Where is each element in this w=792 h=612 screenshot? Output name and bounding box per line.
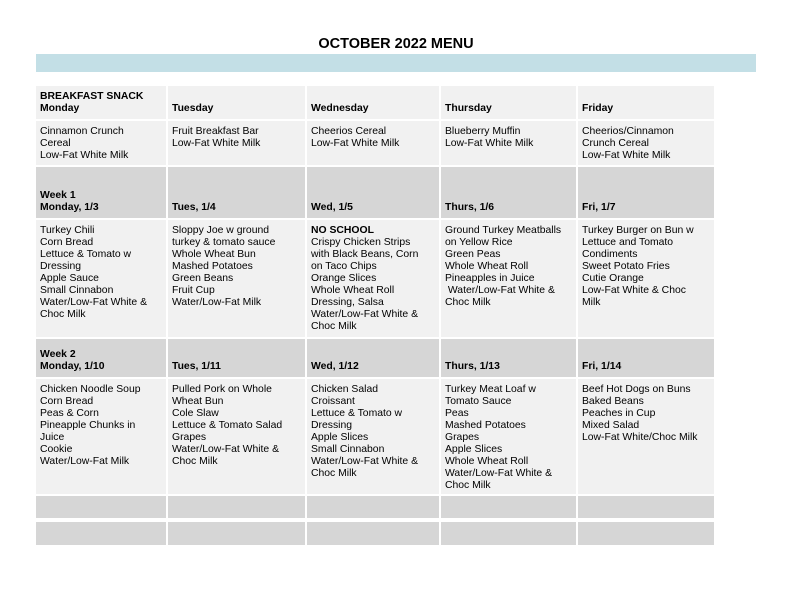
menu-line: Small Cinnabon: [311, 444, 385, 455]
week1-header-friday: [578, 167, 714, 218]
menu-line: Juice: [40, 432, 65, 443]
menu-line: Wed, 1/5: [311, 202, 353, 213]
empty-row-1-monday: [36, 496, 166, 518]
menu-line: Fruit Breakfast Bar: [172, 126, 259, 137]
menu-line: Turkey Chili: [40, 225, 95, 236]
page-title: OCTOBER 2022 MENU: [318, 36, 474, 52]
menu-line: Wednesday: [311, 103, 369, 114]
week2-header-thursday: [441, 339, 576, 377]
menu-line: Apple Slices: [445, 444, 503, 455]
menu-line: Pineapples in Juice: [445, 273, 535, 284]
menu-line: Milk: [582, 297, 601, 308]
menu-line: Water/Low-Fat White &: [311, 309, 419, 320]
menu-line: NO SCHOOL: [311, 225, 374, 236]
menu-line: Whole Wheat Bun: [172, 249, 256, 260]
menu-line: Cutie Orange: [582, 273, 644, 284]
week1-cell-wednesday: [307, 220, 439, 337]
breakfast-cell-friday: [578, 121, 714, 165]
breakfast-header-friday: [578, 86, 714, 119]
menu-line: Lettuce and Tomato: [582, 237, 674, 248]
menu-line: Choc Milk: [311, 321, 357, 332]
menu-line: Chicken Noodle Soup: [40, 384, 141, 395]
week1-cell-tuesday: [168, 220, 305, 337]
menu-line: Thurs, 1/6: [445, 202, 495, 213]
empty-row-2-thursday: [441, 522, 576, 545]
empty-row-2-tuesday: [168, 522, 305, 545]
week2-cell-friday: [578, 379, 714, 494]
menu-line: Apple Sauce: [40, 273, 99, 284]
breakfast-cell-thursday: [441, 121, 576, 165]
breakfast-header-thursday: [441, 86, 576, 119]
week1-header-thursday: [441, 167, 576, 218]
menu-line: Corn Bread: [40, 396, 94, 407]
menu-line: Fruit Cup: [172, 285, 215, 296]
menu-line: Cereal: [40, 138, 71, 149]
week2-header-monday: [36, 339, 166, 377]
empty-row-2-monday: [36, 522, 166, 545]
menu-line: Croissant: [311, 396, 355, 407]
menu-line: Cole Slaw: [172, 408, 219, 419]
menu-line: Water/Low-Fat Milk: [40, 456, 130, 467]
menu-line: Small Cinnabon: [40, 285, 114, 296]
menu-line: Peaches in Cup: [582, 408, 656, 419]
menu-line: Green Peas: [445, 249, 501, 260]
menu-line: Low-Fat White & Choc: [582, 285, 686, 296]
week2-cell-tuesday: [168, 379, 305, 494]
week2-header-wednesday: [307, 339, 439, 377]
empty-row-2-wednesday: [307, 522, 439, 545]
week1-cell-thursday: [441, 220, 576, 337]
menu-line: Choc Milk: [40, 309, 86, 320]
menu-line: Corn Bread: [40, 237, 94, 248]
menu-line: Whole Wheat Roll: [445, 261, 529, 272]
menu-line: Chicken Salad: [311, 384, 379, 395]
week2-cell-thursday: [441, 379, 576, 494]
menu-line: Crunch Cereal: [582, 138, 649, 149]
menu-line: Wed, 1/12: [311, 361, 359, 372]
empty-row-2-friday: [578, 522, 714, 545]
menu-line: Week 1: [40, 190, 76, 201]
menu-line: Choc Milk: [445, 297, 491, 308]
menu-line: Low-Fat White Milk: [311, 138, 400, 149]
menu-line: Grapes: [445, 432, 480, 443]
menu-line: Wheat Bun: [172, 396, 224, 407]
menu-line: Beef Hot Dogs on Buns: [582, 384, 691, 395]
week1-header-tuesday: [168, 167, 305, 218]
menu-line: with Black Beans, Corn: [311, 249, 419, 260]
week2-cell-monday: [36, 379, 166, 494]
menu-line: Lettuce & Tomato w: [311, 408, 403, 419]
menu-line: Fri, 1/7: [582, 202, 616, 213]
menu-line: Lettuce & Tomato w: [40, 249, 132, 260]
menu-line: Water/Low-Fat White &: [40, 297, 148, 308]
menu-line: on Yellow Rice: [445, 237, 513, 248]
menu-line: Cookie: [40, 444, 73, 455]
menu-line: Ground Turkey Meatballs: [445, 225, 562, 236]
menu-line: Cheerios Cereal: [311, 126, 387, 137]
menu-line: Water/Low-Fat White &: [311, 456, 419, 467]
menu-line: Friday: [582, 103, 614, 114]
menu-line: Thursday: [445, 103, 492, 114]
breakfast-header-tuesday: [168, 86, 305, 119]
menu-line: Low-Fat White Milk: [172, 138, 261, 149]
menu-line: Dressing: [40, 261, 81, 272]
menu-line: Dressing: [311, 420, 352, 431]
menu-line: Green Beans: [172, 273, 234, 284]
menu-line: Mashed Potatoes: [445, 420, 526, 431]
menu-line: Water/Low-Fat White &: [445, 285, 555, 296]
week2-header-friday: [578, 339, 714, 377]
menu-line: Water/Low-Fat White &: [172, 444, 280, 455]
menu-line: Baked Beans: [582, 396, 644, 407]
week1-cell-friday: [578, 220, 714, 337]
empty-row-1-tuesday: [168, 496, 305, 518]
menu-line: Condiments: [582, 249, 638, 260]
menu-line: Turkey Meat Loaf w: [445, 384, 536, 395]
menu-line: Monday, 1/10: [40, 361, 105, 372]
menu-line: Monday: [40, 103, 80, 114]
menu-line: Thurs, 1/13: [445, 361, 500, 372]
menu-line: Lettuce & Tomato Salad: [172, 420, 283, 431]
breakfast-header-wednesday: [307, 86, 439, 119]
menu-line: Mashed Potatoes: [172, 261, 253, 272]
menu-line: Fri, 1/14: [582, 361, 622, 372]
breakfast-header-monday: [36, 86, 166, 119]
menu-line: Tues, 1/4: [172, 202, 216, 213]
breakfast-cell-wednesday: [307, 121, 439, 165]
menu-line: Crispy Chicken Strips: [311, 237, 411, 248]
empty-row-1-friday: [578, 496, 714, 518]
menu-line: Choc Milk: [172, 456, 218, 467]
menu-line: turkey & tomato sauce: [172, 237, 276, 248]
menu-line: Pineapple Chunks in: [40, 420, 136, 431]
menu-line: on Taco Chips: [311, 261, 377, 272]
menu-line: Monday, 1/3: [40, 202, 99, 213]
menu-line: Tues, 1/11: [172, 361, 221, 372]
week2-cell-wednesday: [307, 379, 439, 494]
empty-row-1-wednesday: [307, 496, 439, 518]
menu-line: Water/Low-Fat Milk: [172, 297, 262, 308]
menu-line: Water/Low-Fat White &: [445, 468, 553, 479]
menu-line: Turkey Burger on Bun w: [582, 225, 694, 236]
menu-line: Grapes: [172, 432, 207, 443]
menu-line: Apple Slices: [311, 432, 369, 443]
menu-line: Orange Slices: [311, 273, 377, 284]
menu-line: Low-Fat White Milk: [40, 150, 129, 161]
menu-line: Peas: [445, 408, 469, 419]
menu-line: Sloppy Joe w ground: [172, 225, 270, 236]
breakfast-cell-tuesday: [168, 121, 305, 165]
menu-line: Choc Milk: [445, 480, 491, 491]
week1-header-monday: [36, 167, 166, 218]
menu-line: Choc Milk: [311, 468, 357, 479]
menu-line: Whole Wheat Roll: [311, 285, 395, 296]
menu-line: Whole Wheat Roll: [445, 456, 529, 467]
menu-line: Pulled Pork on Whole: [172, 384, 272, 395]
title-band: [36, 54, 756, 72]
menu-line: Blueberry Muffin: [445, 126, 521, 137]
menu-line: BREAKFAST SNACK: [40, 91, 144, 102]
menu-line: Dressing, Salsa: [311, 297, 384, 308]
week1-cell-monday: [36, 220, 166, 337]
menu-line: Week 2: [40, 349, 76, 360]
week2-header-tuesday: [168, 339, 305, 377]
menu-line: Tomato Sauce: [445, 396, 512, 407]
breakfast-cell-monday: [36, 121, 166, 165]
menu-line: Cheerios/Cinnamon: [582, 126, 674, 137]
menu-line: Cinnamon Crunch: [40, 126, 124, 137]
menu-line: Low-Fat White Milk: [582, 150, 671, 161]
menu-line: Low-Fat White/Choc Milk: [582, 432, 698, 443]
menu-line: Low-Fat White Milk: [445, 138, 534, 149]
menu-line: Mixed Salad: [582, 420, 640, 431]
menu-line: Peas & Corn: [40, 408, 99, 419]
menu-line: Sweet Potato Fries: [582, 261, 670, 272]
menu-line: Tuesday: [172, 103, 214, 114]
empty-row-1-thursday: [441, 496, 576, 518]
week1-header-wednesday: [307, 167, 439, 218]
